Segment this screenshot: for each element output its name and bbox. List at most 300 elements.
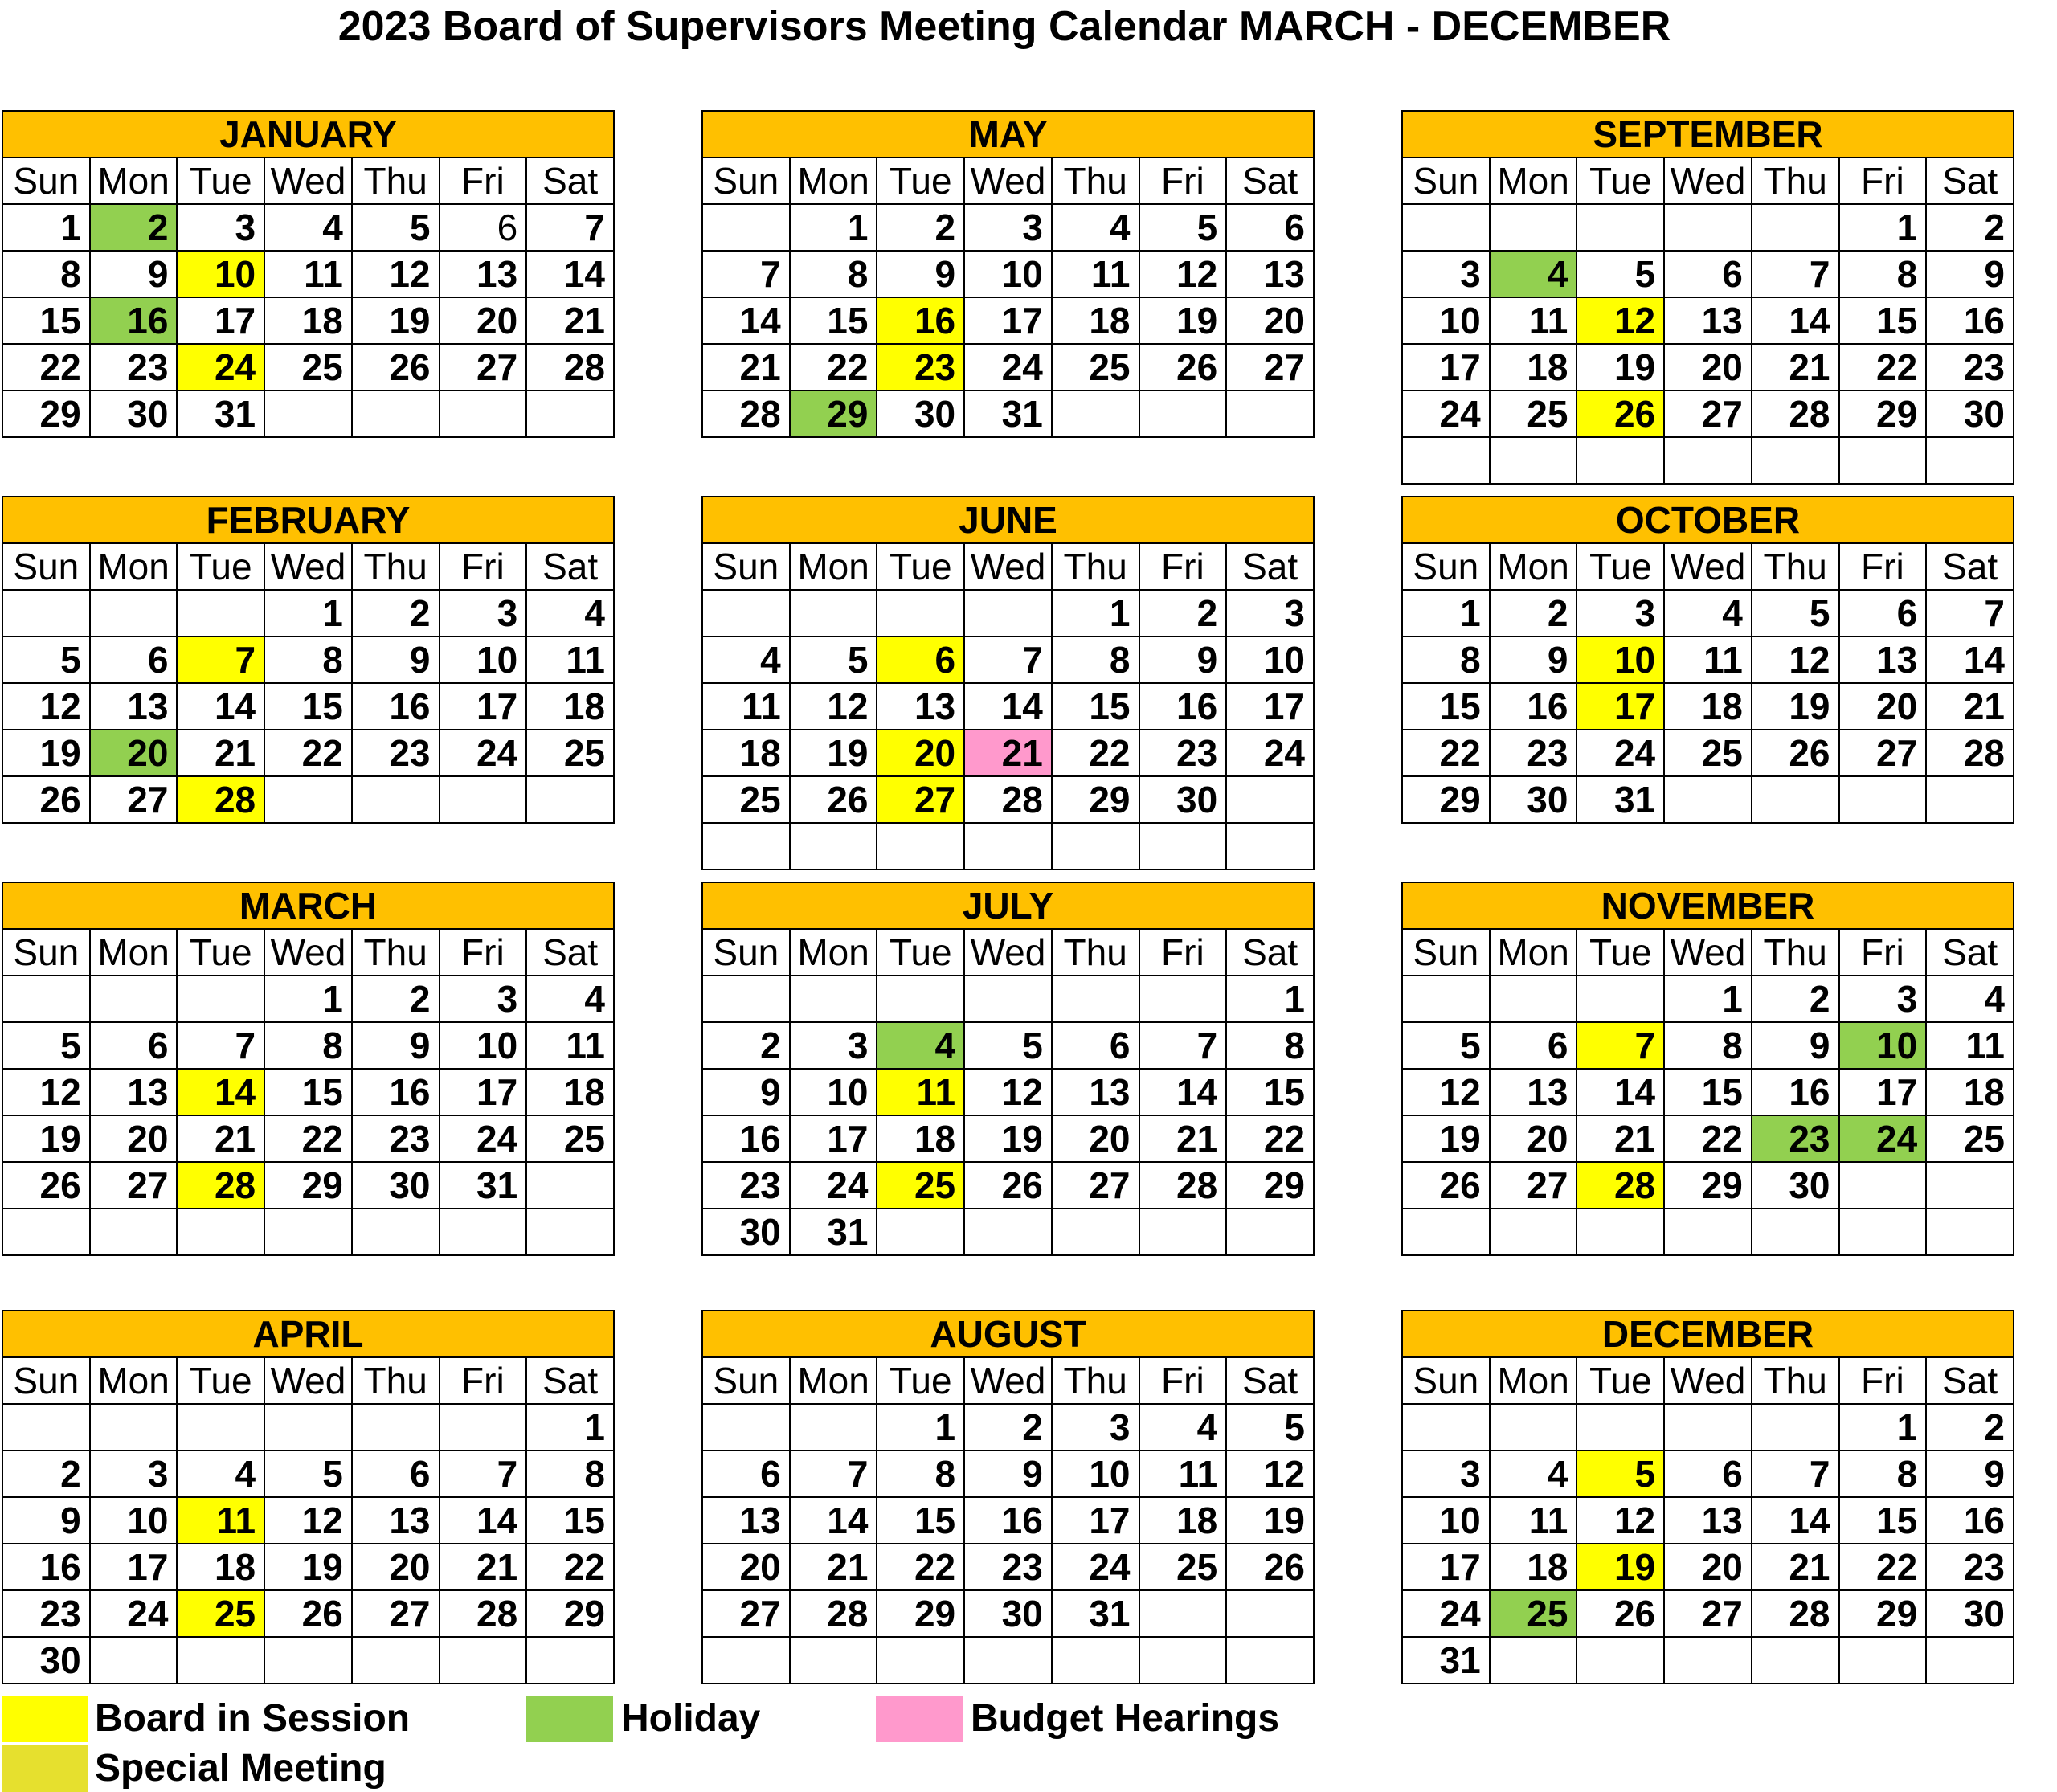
month-title: JULY [702,882,1314,929]
empty-day-cell [1926,1209,2014,1255]
day-cell: 7 [702,251,790,297]
day-cell: 17 [964,297,1052,344]
day-cell: 1 [264,590,352,636]
day-cell: 13 [1839,636,1927,683]
day-cell: 25 [702,776,790,823]
weekday-label: Sat [526,158,614,204]
day-cell: 21 [440,1544,527,1590]
day-cell: 11 [264,251,352,297]
day-cell: 12 [1576,297,1664,344]
empty-day-cell [1402,204,1490,251]
day-cell: 20 [1839,683,1927,730]
day-cell: 14 [702,297,790,344]
day-cell: 9 [877,251,964,297]
month-calendar [701,1310,1315,1684]
empty-day-cell [1752,1404,1839,1450]
day-cell: 7 [1752,1450,1839,1497]
empty-day-cell [702,1637,790,1684]
day-cell: 6 [1664,251,1752,297]
empty-day-cell [964,590,1052,636]
day-cell: 14 [1926,636,2014,683]
day-cell: 25 [1139,1544,1227,1590]
day-cell: 15 [264,1069,352,1115]
day-cell: 18 [877,1115,964,1162]
day-cell: 29 [1664,1162,1752,1209]
weekday-label: Thu [1752,929,1839,976]
day-cell: 5 [1139,204,1227,251]
month-title: NOVEMBER [1402,882,2014,929]
empty-day-cell [440,1404,527,1450]
legend-label-budget: Budget Hearings [971,1697,1280,1740]
day-cell: 29 [1839,391,1927,437]
month-calendar [2,882,615,1256]
day-cell: 26 [1139,344,1227,391]
day-cell: 6 [1490,1022,1577,1069]
day-cell: 1 [1839,1404,1927,1450]
day-cell: 27 [1664,1590,1752,1637]
empty-day-cell [440,1209,527,1255]
day-cell: 25 [264,344,352,391]
weekday-label: Tue [1576,543,1664,590]
weekday-label: Tue [1576,158,1664,204]
day-cell: 11 [702,683,790,730]
month-title: DECEMBER [1402,1311,2014,1357]
day-cell: 22 [1052,730,1139,776]
day-cell: 23 [1752,1115,1839,1162]
day-cell: 24 [90,1590,178,1637]
empty-day-cell [2,590,90,636]
empty-day-cell [1490,1209,1577,1255]
day-cell: 21 [1576,1115,1664,1162]
day-cell: 7 [1752,251,1839,297]
empty-day-cell [177,976,264,1022]
empty-day-cell [1402,1209,1490,1255]
empty-day-cell [526,776,614,823]
weekday-label: Fri [440,929,527,976]
empty-day-cell [1664,776,1752,823]
day-cell: 25 [177,1590,264,1637]
day-cell: 11 [1490,297,1577,344]
day-cell: 22 [1226,1115,1314,1162]
empty-day-cell [1226,823,1314,869]
empty-day-cell [1664,1209,1752,1255]
day-cell: 8 [264,636,352,683]
day-cell: 7 [177,636,264,683]
day-cell: 10 [1576,636,1664,683]
weekday-label: Wed [264,158,352,204]
day-cell: 22 [2,344,90,391]
day-cell: 8 [1839,251,1927,297]
empty-day-cell [1926,437,2014,484]
day-cell: 29 [790,391,877,437]
month-calendar [1401,110,2014,485]
weekday-label: Thu [352,1357,440,1404]
month-calendar [2,496,615,824]
legend-swatch-budget [876,1696,963,1742]
day-cell: 27 [1664,391,1752,437]
month-calendar [2,1310,615,1684]
day-cell: 29 [877,1590,964,1637]
weekday-label: Sat [526,543,614,590]
month-title: MARCH [2,882,614,929]
weekday-label: Fri [1139,158,1227,204]
day-cell: 15 [877,1497,964,1544]
day-cell: 28 [177,1162,264,1209]
day-cell: 20 [1490,1115,1577,1162]
weekday-label: Sun [1402,543,1490,590]
day-cell: 26 [1752,730,1839,776]
day-cell: 12 [264,1497,352,1544]
empty-day-cell [1139,823,1227,869]
day-cell: 11 [1052,251,1139,297]
empty-day-cell [1926,776,2014,823]
empty-day-cell [1576,1404,1664,1450]
day-cell: 1 [264,976,352,1022]
day-cell: 8 [1664,1022,1752,1069]
day-cell: 22 [1839,344,1927,391]
day-cell: 7 [790,1450,877,1497]
day-cell: 24 [177,344,264,391]
day-cell: 25 [1664,730,1752,776]
day-cell: 16 [1139,683,1227,730]
day-cell: 13 [1664,297,1752,344]
day-cell: 15 [1664,1069,1752,1115]
day-cell: 27 [1226,344,1314,391]
empty-day-cell [702,1404,790,1450]
day-cell: 15 [526,1497,614,1544]
day-cell: 17 [90,1544,178,1590]
empty-day-cell [1226,776,1314,823]
day-cell: 19 [264,1544,352,1590]
day-cell: 7 [177,1022,264,1069]
weekday-label: Sun [2,1357,90,1404]
day-cell: 3 [1052,1404,1139,1450]
empty-day-cell [352,1637,440,1684]
empty-day-cell [352,1404,440,1450]
day-cell: 6 [702,1450,790,1497]
day-cell: 5 [352,204,440,251]
day-cell: 15 [1052,683,1139,730]
empty-day-cell [1226,1637,1314,1684]
day-cell: 30 [2,1637,90,1684]
day-cell: 22 [264,730,352,776]
month-calendar [701,110,1315,438]
empty-day-cell [1576,1637,1664,1684]
weekday-label: Fri [1139,1357,1227,1404]
weekday-label: Sun [2,929,90,976]
day-cell: 1 [526,1404,614,1450]
day-cell: 8 [526,1450,614,1497]
weekday-label: Fri [1139,543,1227,590]
weekday-label: Mon [790,543,877,590]
day-cell: 12 [2,683,90,730]
day-cell: 2 [877,204,964,251]
empty-day-cell [177,590,264,636]
day-cell: 2 [1490,590,1577,636]
day-cell: 22 [790,344,877,391]
day-cell: 16 [1926,297,2014,344]
day-cell: 28 [1926,730,2014,776]
empty-day-cell [2,1404,90,1450]
day-cell: 20 [1052,1115,1139,1162]
day-cell: 27 [440,344,527,391]
page-title: 2023 Board of Supervisors Meeting Calendar MARCH - DECEMBER [337,3,1671,50]
day-cell: 13 [90,683,178,730]
empty-day-cell [1839,776,1927,823]
day-cell: 13 [1052,1069,1139,1115]
day-cell: 30 [90,391,178,437]
legend-swatch-special [2,1745,88,1792]
day-cell: 20 [440,297,527,344]
empty-day-cell [264,1637,352,1684]
month-calendar [1401,1310,2014,1684]
day-cell: 29 [1402,776,1490,823]
day-cell: 5 [1226,1404,1314,1450]
day-cell: 23 [877,344,964,391]
day-cell: 24 [790,1162,877,1209]
day-cell: 21 [526,297,614,344]
empty-day-cell [1139,1637,1227,1684]
day-cell: 28 [526,344,614,391]
day-cell: 20 [90,1115,178,1162]
day-cell: 11 [1664,636,1752,683]
empty-day-cell [1490,976,1577,1022]
day-cell: 5 [1402,1022,1490,1069]
empty-day-cell [877,976,964,1022]
day-cell: 24 [1402,391,1490,437]
day-cell: 16 [2,1544,90,1590]
day-cell: 5 [790,636,877,683]
empty-day-cell [90,1209,178,1255]
empty-day-cell [1839,1637,1927,1684]
empty-day-cell [352,776,440,823]
weekday-label: Wed [964,929,1052,976]
weekday-label: Tue [1576,929,1664,976]
weekday-label: Wed [964,158,1052,204]
day-cell: 5 [964,1022,1052,1069]
weekday-label: Wed [964,1357,1052,1404]
day-cell: 18 [264,297,352,344]
day-cell: 14 [526,251,614,297]
month-calendar [2,110,615,438]
empty-day-cell [1576,1209,1664,1255]
day-cell: 11 [1926,1022,2014,1069]
weekday-label: Tue [177,929,264,976]
day-cell: 24 [1576,730,1664,776]
empty-day-cell [1402,1404,1490,1450]
day-cell: 23 [702,1162,790,1209]
empty-day-cell [1752,437,1839,484]
empty-day-cell [352,1209,440,1255]
day-cell: 3 [440,590,527,636]
weekday-label: Sat [1226,158,1314,204]
day-cell: 11 [1139,1450,1227,1497]
empty-day-cell [964,976,1052,1022]
empty-day-cell [877,1637,964,1684]
day-cell: 7 [526,204,614,251]
day-cell: 22 [526,1544,614,1590]
weekday-label: Sat [1226,1357,1314,1404]
empty-day-cell [1052,976,1139,1022]
day-cell: 20 [1664,344,1752,391]
empty-day-cell [1839,1162,1927,1209]
weekday-label: Mon [790,929,877,976]
empty-day-cell [790,1404,877,1450]
day-cell: 9 [1926,251,2014,297]
day-cell: 18 [1490,1544,1577,1590]
month-calendar [701,882,1315,1256]
day-cell: 30 [1752,1162,1839,1209]
weekday-label: Sat [1226,543,1314,590]
day-cell: 11 [1490,1497,1577,1544]
day-cell: 14 [1139,1069,1227,1115]
day-cell: 19 [1576,344,1664,391]
day-cell: 2 [352,976,440,1022]
day-cell: 1 [1226,976,1314,1022]
empty-day-cell [1402,437,1490,484]
weekday-label: Sat [1926,1357,2014,1404]
weekday-label: Tue [877,543,964,590]
day-cell: 3 [1839,976,1927,1022]
day-cell: 11 [177,1497,264,1544]
day-cell: 20 [1226,297,1314,344]
day-cell: 16 [1926,1497,2014,1544]
day-cell: 13 [1664,1497,1752,1544]
weekday-label: Sat [1926,543,2014,590]
day-cell: 4 [1664,590,1752,636]
weekday-label: Fri [1839,543,1927,590]
empty-day-cell [526,1162,614,1209]
day-cell: 13 [440,251,527,297]
empty-day-cell [1139,391,1227,437]
day-cell: 19 [1139,297,1227,344]
weekday-label: Sun [2,158,90,204]
weekday-label: Sun [702,929,790,976]
day-cell: 11 [526,636,614,683]
empty-day-cell [1139,1590,1227,1637]
day-cell: 22 [1402,730,1490,776]
day-cell: 20 [1664,1544,1752,1590]
weekday-label: Wed [1664,929,1752,976]
day-cell: 6 [1839,590,1927,636]
day-cell: 26 [790,776,877,823]
empty-day-cell [1839,1209,1927,1255]
empty-day-cell [964,1209,1052,1255]
day-cell: 10 [1402,1497,1490,1544]
empty-day-cell [1839,437,1927,484]
empty-day-cell [1490,1404,1577,1450]
day-cell: 2 [964,1404,1052,1450]
day-cell: 10 [1839,1022,1927,1069]
day-cell: 5 [264,1450,352,1497]
day-cell: 21 [790,1544,877,1590]
month-title: JUNE [702,497,1314,543]
day-cell: 24 [1226,730,1314,776]
day-cell: 15 [1402,683,1490,730]
weekday-label: Mon [90,929,178,976]
empty-day-cell [1664,204,1752,251]
day-cell: 31 [440,1162,527,1209]
day-cell: 6 [90,1022,178,1069]
weekday-label: Tue [1576,1357,1664,1404]
day-cell: 27 [1839,730,1927,776]
day-cell: 14 [440,1497,527,1544]
day-cell: 23 [352,1115,440,1162]
weekday-label: Fri [1839,1357,1927,1404]
empty-day-cell [1226,1209,1314,1255]
day-cell: 30 [1490,776,1577,823]
day-cell: 30 [877,391,964,437]
day-cell: 29 [2,391,90,437]
legend-swatch-session [2,1696,88,1742]
empty-day-cell [1052,1637,1139,1684]
day-cell: 9 [1752,1022,1839,1069]
day-cell: 26 [964,1162,1052,1209]
day-cell: 1 [1052,590,1139,636]
weekday-label: Fri [1839,158,1927,204]
day-cell: 25 [526,1115,614,1162]
day-cell: 4 [1490,1450,1577,1497]
empty-day-cell [1926,1162,2014,1209]
empty-day-cell [177,1209,264,1255]
empty-day-cell [177,1404,264,1450]
day-cell: 2 [1139,590,1227,636]
day-cell: 17 [1226,683,1314,730]
weekday-label: Mon [90,543,178,590]
day-cell: 19 [1576,1544,1664,1590]
day-cell: 14 [964,683,1052,730]
empty-day-cell [702,204,790,251]
day-cell: 28 [440,1590,527,1637]
day-cell: 1 [1664,976,1752,1022]
day-cell: 10 [440,636,527,683]
day-cell: 2 [1926,1404,2014,1450]
weekday-label: Wed [1664,158,1752,204]
day-cell: 30 [1926,1590,2014,1637]
day-cell: 10 [90,1497,178,1544]
weekday-label: Sat [526,1357,614,1404]
day-cell: 21 [964,730,1052,776]
day-cell: 15 [1839,1497,1927,1544]
day-cell: 2 [1926,204,2014,251]
day-cell: 9 [1926,1450,2014,1497]
day-cell: 24 [440,1115,527,1162]
day-cell: 4 [1052,204,1139,251]
day-cell: 24 [1402,1590,1490,1637]
day-cell: 20 [90,730,178,776]
weekday-label: Thu [352,543,440,590]
day-cell: 27 [90,1162,178,1209]
empty-day-cell [1576,204,1664,251]
empty-day-cell [1926,1637,2014,1684]
weekday-label: Wed [1664,543,1752,590]
weekday-label: Sun [702,543,790,590]
day-cell: 3 [1576,590,1664,636]
day-cell: 1 [790,204,877,251]
weekday-label: Mon [790,158,877,204]
weekday-label: Sat [526,929,614,976]
day-cell: 16 [1490,683,1577,730]
day-cell: 26 [1402,1162,1490,1209]
day-cell: 26 [352,344,440,391]
weekday-label: Tue [177,1357,264,1404]
weekday-label: Sat [1226,929,1314,976]
day-cell: 24 [440,730,527,776]
day-cell: 27 [1490,1162,1577,1209]
day-cell: 9 [702,1069,790,1115]
day-cell: 23 [1139,730,1227,776]
empty-day-cell [1226,391,1314,437]
